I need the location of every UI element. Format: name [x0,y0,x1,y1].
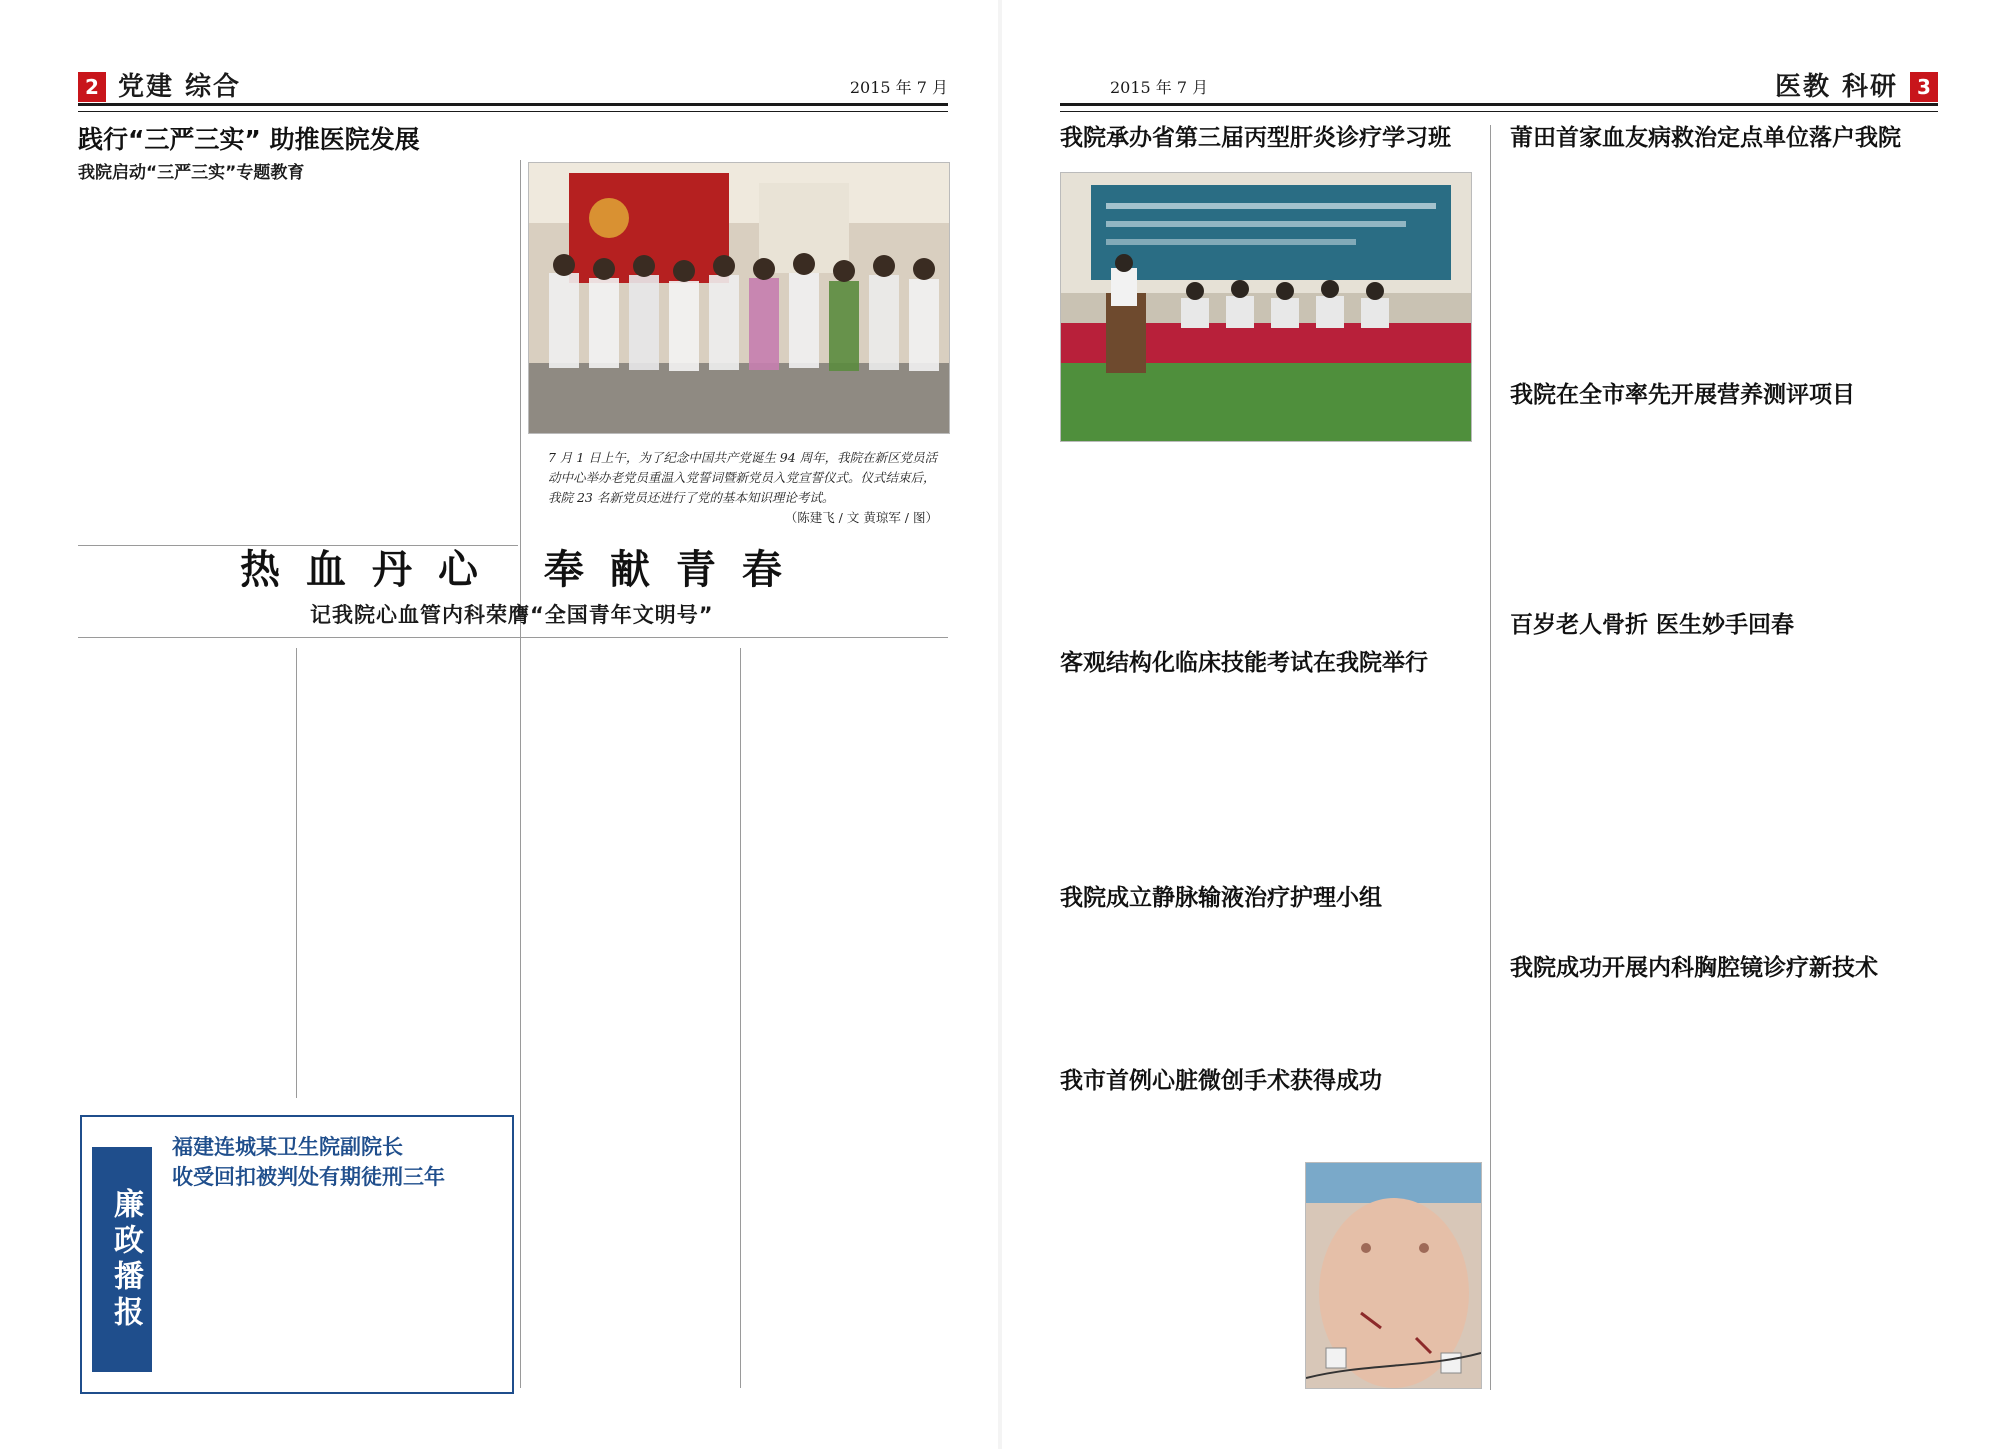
feature-rule [78,637,948,638]
feature-title: 热血丹心 奉献青春 [240,547,808,593]
caption-credit: （陈建飞 / 文 黄琼军 / 图） [784,510,938,525]
issue-date: 2015 年 7 月 [849,78,948,97]
page-number-badge: 3 [1910,72,1938,102]
article-title: 我院成立静脉输液治疗护理小组 [1060,885,1382,911]
column-rule [1490,125,1491,1390]
integrity-news-label: 廉政播报 [92,1147,152,1372]
section-name: 党建 综合 [118,72,242,102]
header-rule-thin [1060,111,1938,112]
flag-oath-photo-caption [548,448,938,528]
integrity-news-box [80,1115,514,1394]
article-title: 莆田首家血友病救治定点单位落户我院 [1510,125,1901,151]
column-rule [296,648,297,1098]
conference-photo [1060,172,1472,442]
header-rule-thin [78,111,948,112]
section-name: 医教 科研 [1774,72,1898,102]
caption-text: 7 月 1 日上午，为了纪念中国共产党诞生 94 周年，我院在新区党员活动中心举办老党员重温入党誓词暨新党员入党宣誓仪式。仪式结束后，我院 23 名新党员还进行了党的基本知识理论考试。 [548,450,938,505]
column-rule [740,648,741,1388]
article-title: 我院承办省第三届丙型肝炎诊疗学习班 [1060,125,1451,151]
article-title: 我院成功开展内科胸腔镜诊疗新技术 [1510,955,1878,981]
article-subtitle: 我院启动“三严三实”专题教育 [78,163,305,183]
flag-oath-photo-graphic [529,163,949,433]
header-rule [78,103,948,106]
header-rule [1060,103,1938,106]
page-number-badge: 2 [78,72,106,102]
surgical-incision-graphic [1306,1163,1481,1388]
conference-photo-graphic [1061,173,1471,441]
right-page-header [1060,72,1938,106]
article-title: 践行“三严三实” 助推医院发展 [78,125,420,154]
feature-subtitle: 记我院心血管内科荣膺“全国青年文明号” [310,603,714,627]
column-rule [520,648,521,1388]
article-title: 百岁老人骨折 医生妙手回春 [1510,612,1795,638]
right-page [1000,0,2000,1449]
article-title: 客观结构化临床技能考试在我院举行 [1060,650,1428,676]
flag-oath-photo [528,162,950,434]
integrity-news-title-1: 福建连城某卫生院副院长 [172,1134,403,1159]
article-title: 我院在全市率先开展营养测评项目 [1510,382,1855,408]
surgical-incision-photo [1305,1162,1482,1389]
article-title: 我市首例心脏微创手术获得成功 [1060,1068,1382,1094]
left-page-header [78,72,948,106]
issue-date: 2015 年 7 月 [1110,78,1209,97]
integrity-news-title-2: 收受回扣被判处有期徒刑三年 [172,1164,445,1189]
